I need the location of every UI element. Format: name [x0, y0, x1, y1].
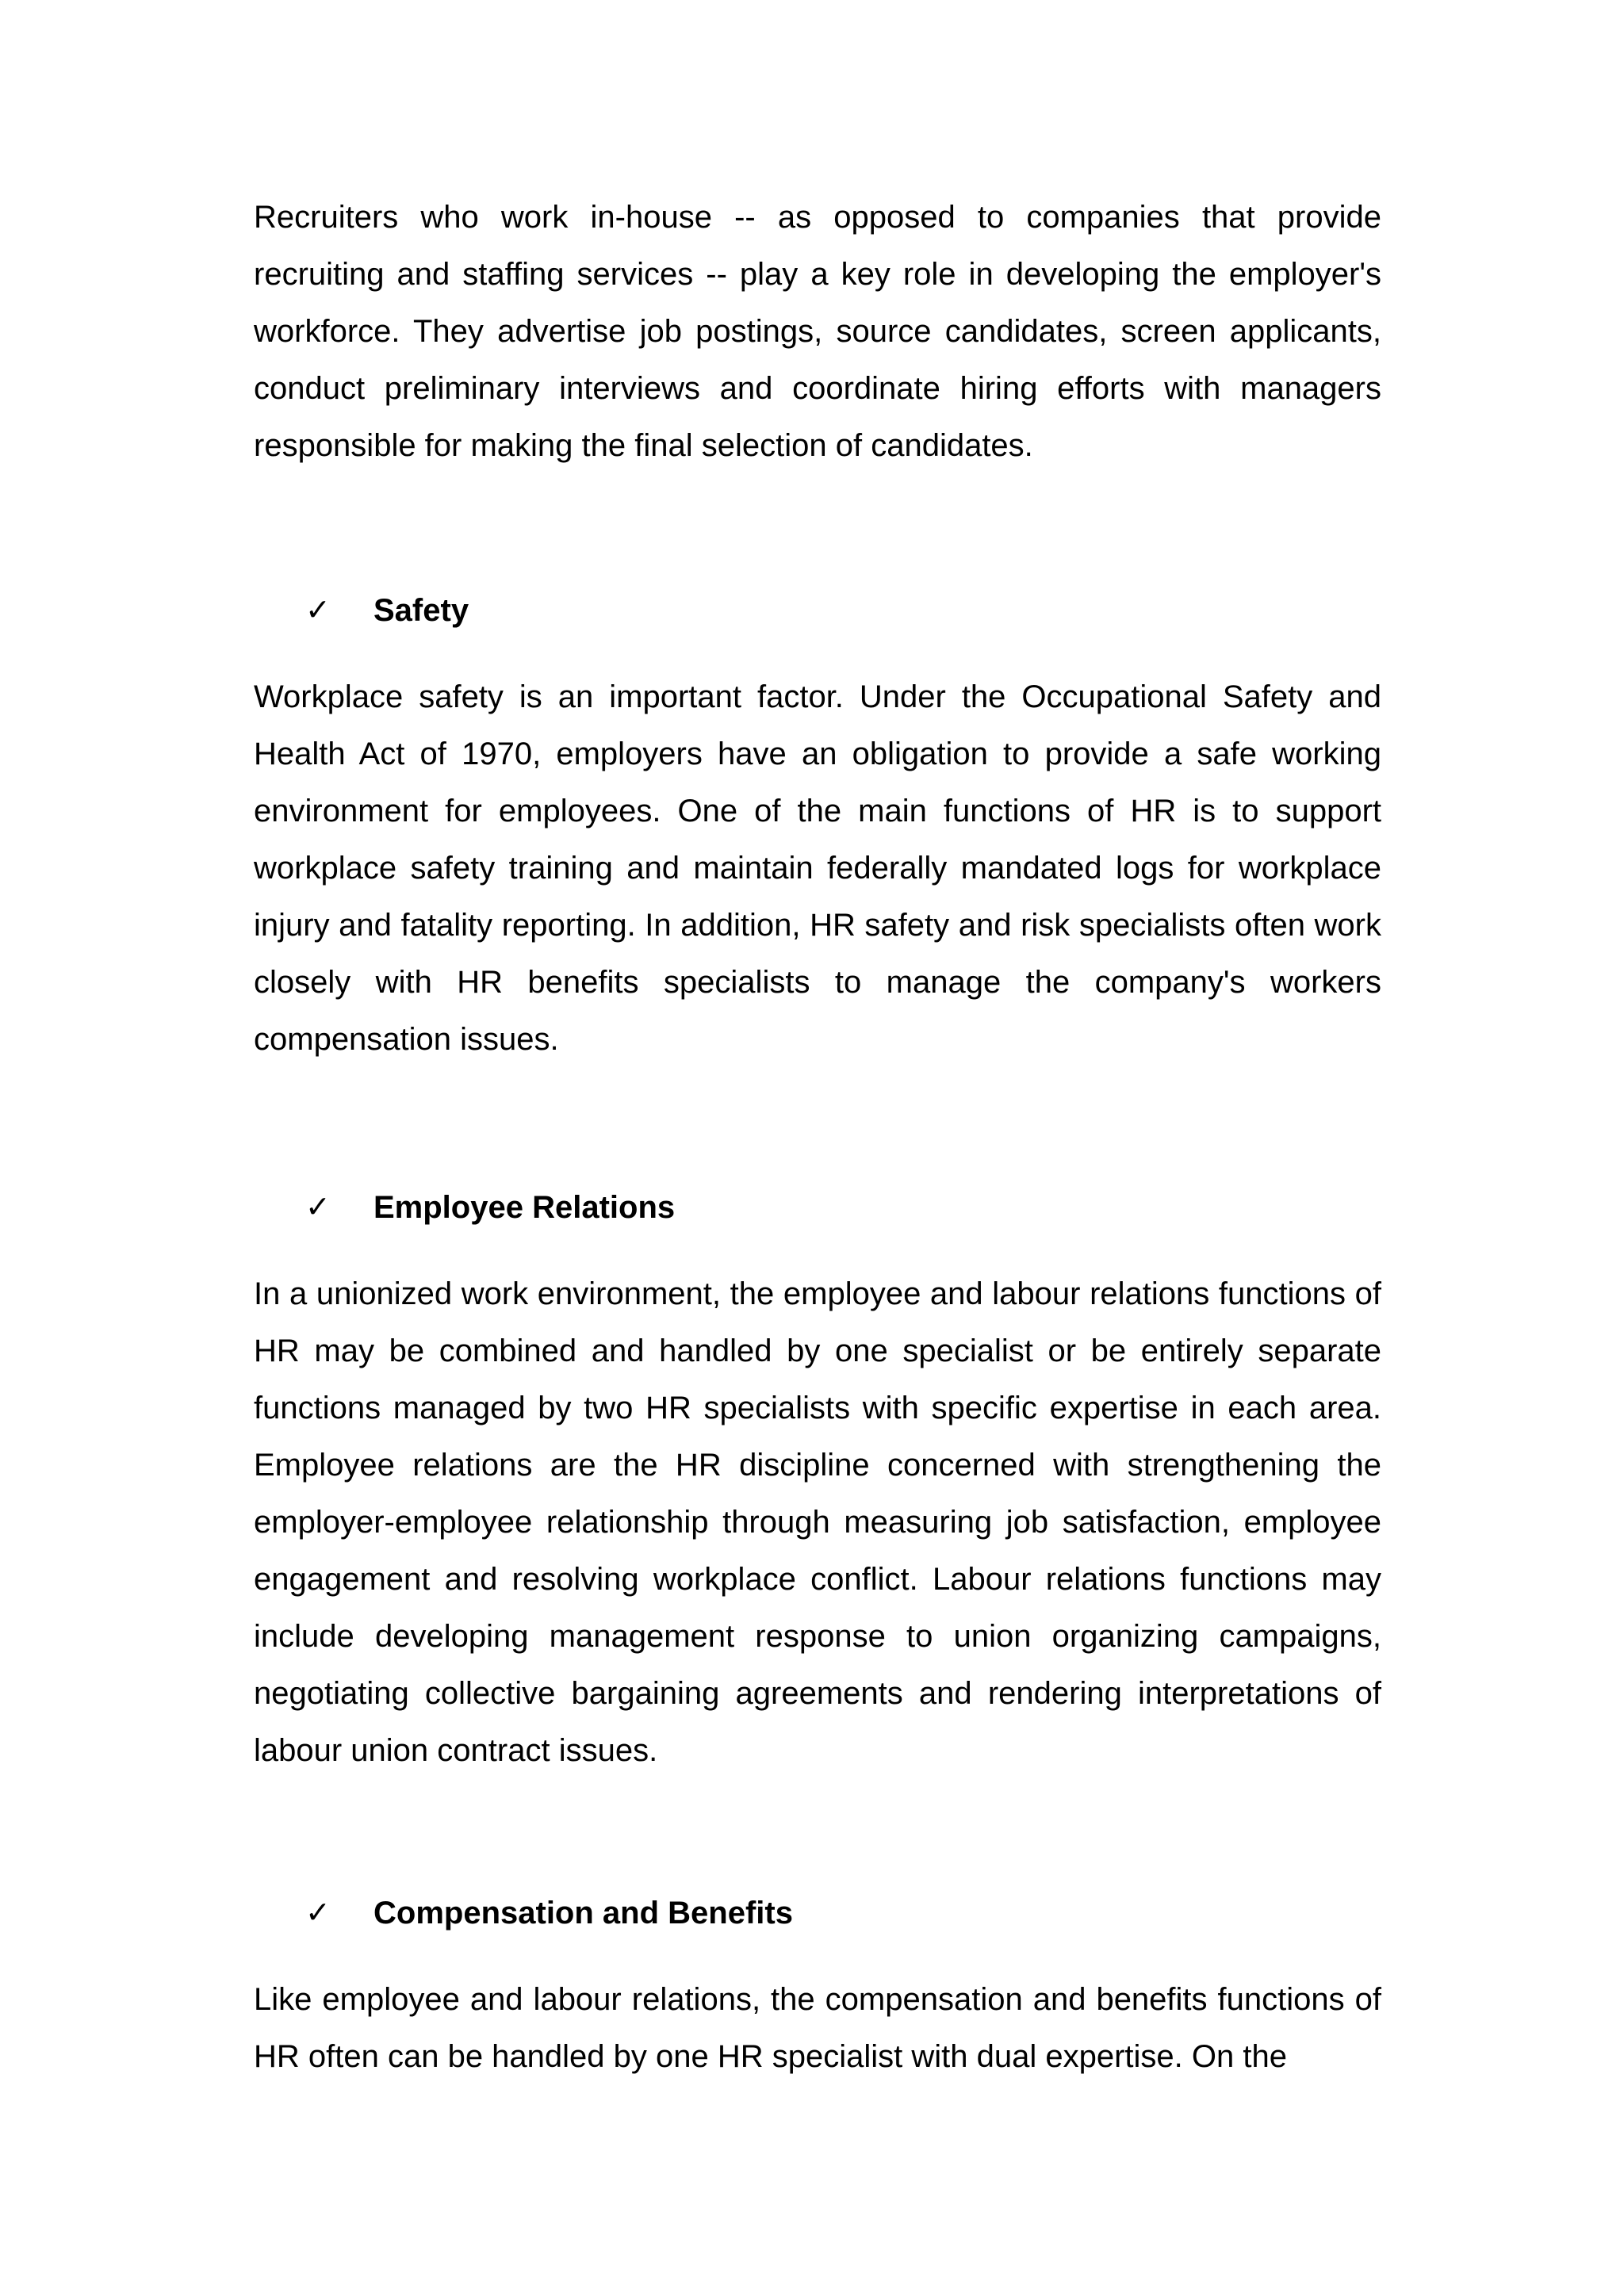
- safety-paragraph-block: [254, 668, 1381, 1068]
- check-icon: ✓: [305, 1896, 331, 1930]
- employee-relations-heading-text: Employee Relations: [373, 1190, 676, 1225]
- compensation-heading-text: Compensation and Benefits: [373, 1896, 793, 1931]
- employee-relations-heading: [305, 1184, 675, 1231]
- safety-heading: [305, 587, 469, 634]
- check-icon: ✓: [305, 1191, 331, 1224]
- safety-paragraph: Workplace safety is an important factor. Under the Occupational Safety and Health Act of 1970, employers have an obligation to provide a safe working environment for employees. One of the main functions of HR is to support workplace safety training and maintain federally mandated logs for workplace injury and fatality reporting. In addition, HR safety and risk specialists often work closely with HR benefits specialists to manage the company's workers compensation issues.: [254, 679, 1381, 1057]
- compensation-paragraph-block: [254, 1971, 1381, 2085]
- employee-relations-paragraph-block: [254, 1265, 1381, 1779]
- recruiters-paragraph: Recruiters who work in-house -- as opposed to companies that provide recruiting and staffing services -- play a key role in developing the employer's workforce. They advertise job postings, source candidates, screen applicants, conduct preliminary interviews and coordinate hiring efforts with managers responsible for making the final selection of candidates.: [254, 200, 1381, 463]
- safety-heading-text: Safety: [373, 593, 469, 628]
- recruiters-paragraph-block: [254, 189, 1381, 474]
- compensation-paragraph: Like employee and labour relations, the compensation and benefits functions of HR often can be handled by one HR specialist with dual expertise. On the: [254, 1982, 1381, 2074]
- employee-relations-paragraph: In a unionized work environment, the employee and labour relations functions of HR may be combined and handled by one specialist or be entirely separate functions managed by two HR specialists with specific expertise in each area. Employee relations are the HR discipline concerned with strengthening the employer-employee relationship through measuring job satisfaction, employee engagement and resolving workplace conflict. Labour relations functions may include developing management response to union organizing campaigns, negotiating collective bargaining agreements and rendering interpretations of labour union contract issues.: [254, 1276, 1381, 1768]
- compensation-heading: [305, 1889, 793, 1937]
- check-icon: ✓: [305, 594, 331, 627]
